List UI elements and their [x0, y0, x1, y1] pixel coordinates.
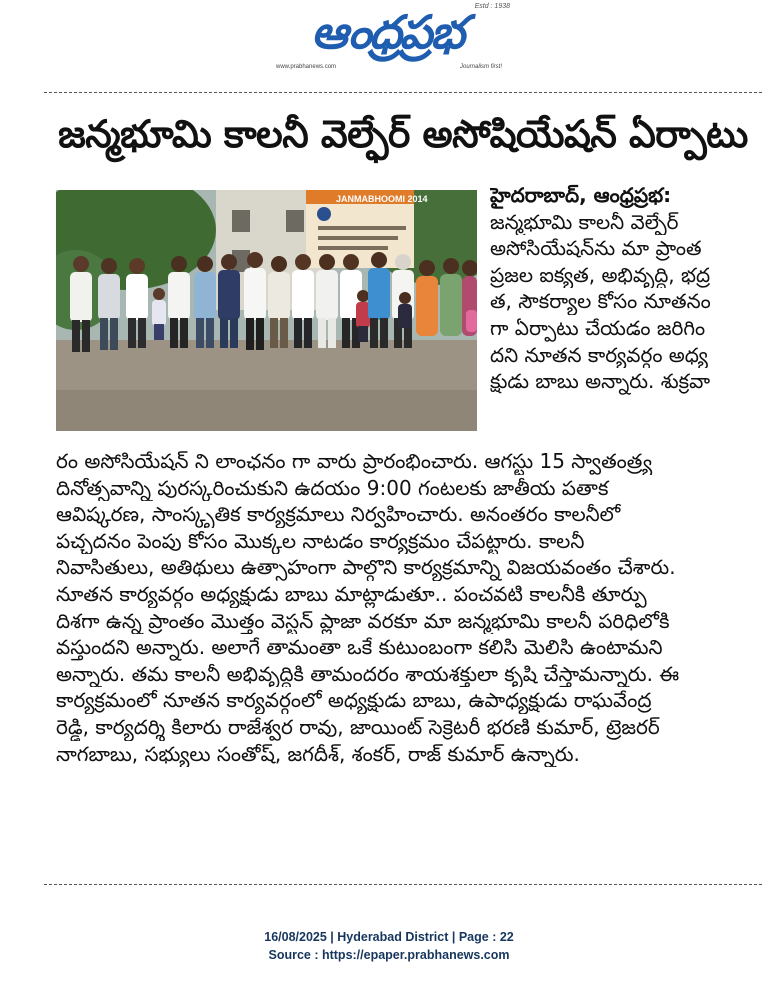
footer-source-link[interactable]: Source : https://epaper.prabhanews.com: [268, 948, 510, 962]
article-line: వస్తుందని అన్నారు. అలాగే తామంతా ఒకే కుటుంబంగా కలిసి మెలిసి ఉంటామని: [56, 635, 663, 660]
masthead: [0, 0, 778, 80]
newspaper-logo: [262, 3, 512, 76]
article-line: నివాసితులు, అతిథులు ఉత్సాహంగా పాల్గొని కార్యక్రమాన్ని విజయవంతం చేశారు.: [56, 555, 676, 580]
article-line: అన్నారు. తమ కాలనీ అభివృద్ధికి తామందరం శాయశక్తులా కృషి చేస్తామన్నారు. ఈ: [56, 661, 680, 686]
article-line: జన్మభూమి కాలనీ వెల్ఫేర్: [490, 209, 679, 234]
article-photo: [56, 190, 477, 431]
article-line: రం అసోసియేషన్ ని లాంఛనం గా వారు ప్రారంభించారు. ఆగస్టు 15 స్వాతంత్ర్య: [56, 449, 653, 473]
article-line: నాగబాబు, సభ్యులు సంతోష్, జగదీశ్, శంకర్, రాజ్ కుమార్ ఉన్నారు.: [56, 741, 580, 766]
article-headline: జన్మభూమి కాలనీ వెల్ఫేర్ అసోషియేషన్ ఏర్పాటు: [58, 112, 748, 156]
article-line: నూతన కార్యవర్గం అధ్యక్షుడు బాబు మాట్లాడుతూ.. పంచవటి కాలనీకి తూర్పు: [56, 581, 647, 606]
article-dateline: హైదరాబాద్, ఆంధ్రప్రభ:: [490, 183, 672, 207]
article-right-column: [490, 182, 770, 395]
banner-text: JANMABHOOMI 2014: [336, 194, 428, 204]
article-line: దని నూతన కార్యవర్గం అధ్య: [490, 342, 708, 367]
logo-url: www.prabhanews.com: [276, 64, 337, 70]
article-line: త, సౌకర్యాల కోసం నూతనం: [490, 289, 711, 314]
article-line: దిశగా ఉన్న ప్రాంతం మొత్తం వెస్టన్ ప్లాజా వరకూ మా జన్మభూమి కాలనీ పరిధిలోకి: [56, 608, 670, 633]
article-line: రెడ్డి, కార్యదర్శి కిలారు రాజేశ్వర రావు, జాయింట్ సెక్రెటరీ భరణి కుమార్, ట్రెజరర్: [56, 714, 660, 739]
top-divider: [44, 92, 762, 93]
article-full-width: [56, 448, 776, 767]
article-line: అసోసియేషన్‌ను మా ప్రాంత: [490, 236, 702, 261]
bottom-divider: [44, 884, 762, 885]
logo-estd: Estd : 1938: [474, 3, 510, 10]
logo-tagline: Journalism first!: [459, 64, 502, 70]
footer-edition-info: 16/08/2025 | Hyderabad District | Page : 22: [264, 930, 514, 944]
article-line: దినోత్సవాన్ని పురస్కరించుకుని ఉదయం 9:00 గంటలకు జాతీయ పతాక: [56, 475, 609, 500]
article-line: ప్రజల ఐక్యత, అభివృద్ధి, భద్ర: [490, 262, 711, 287]
logo-title: ఆంధ్రప్రభ: [311, 5, 463, 59]
article-line: పచ్చదనం పెంపు కోసం మొక్కల నాటడం కార్యక్రమం చేపట్టారు. కాలనీ: [56, 528, 585, 553]
article-line: కార్యక్రమంలో నూతన కార్యవర్గంలో అధ్యక్షుడు బాబు, ఉపాధ్యక్షుడు రాఘవేంద్ర: [56, 688, 652, 713]
group-photo-image: [56, 190, 477, 431]
article-line: ఆవిష్కరణ, సాంస్కృతిక కార్యక్రమాలు నిర్వహించారు. అనంతరం కాలనీలో: [56, 502, 621, 527]
article-line: క్షుడు బాబు అన్నారు. శుక్రవా: [490, 369, 711, 394]
article-line: గా ఏర్పాటు చేయడం జరిగిం: [490, 315, 706, 340]
